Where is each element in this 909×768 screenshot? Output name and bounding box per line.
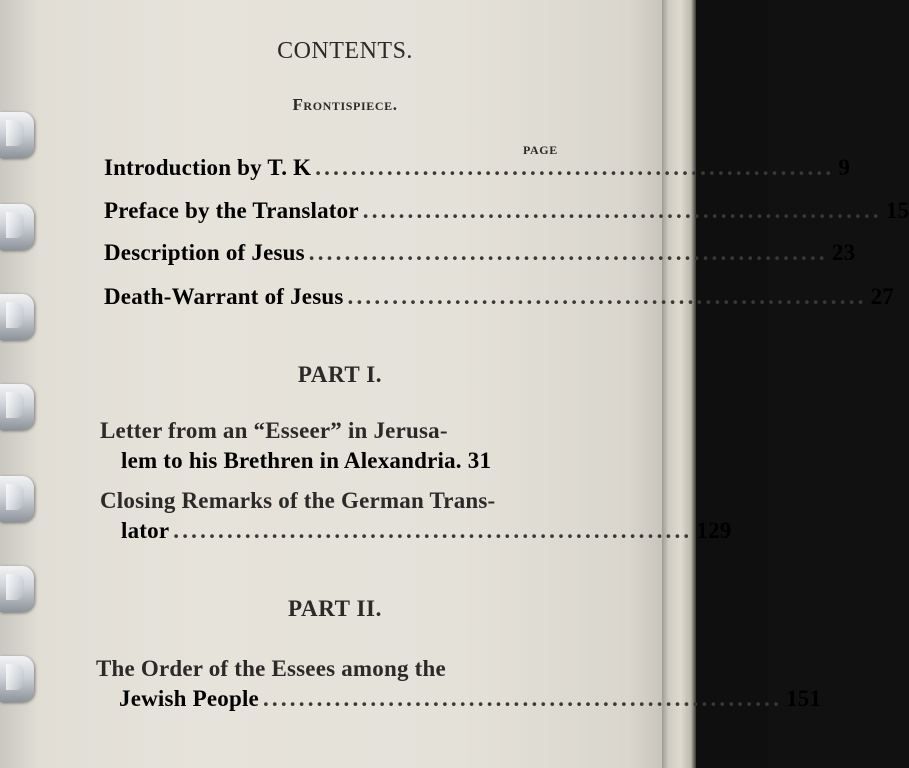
toc-entry [121, 518, 732, 544]
toc-entry [119, 686, 822, 712]
spiral-coil-icon [0, 476, 34, 522]
toc-entry [104, 284, 895, 310]
frontispiece-label: Frontispiece. [292, 95, 398, 114]
toc-entry-title: Introduction by T. K [104, 155, 312, 180]
page-column-label: PAGE [523, 143, 558, 157]
toc-entry-page: 15 [885, 198, 909, 223]
part-2-heading: PART II. [288, 596, 382, 621]
toc-entry-page: 23 [831, 240, 856, 265]
spiral-coil-icon [0, 294, 34, 340]
spiral-coil-icon [0, 566, 34, 612]
dot-leader: .......................................................... [315, 155, 835, 180]
toc-entry [121, 448, 572, 474]
toc-entry-title: Death-Warrant of Jesus [104, 284, 344, 309]
toc-entry-line: The Order of the Essees among the [96, 656, 446, 681]
dot-leader: .......................................................... [173, 518, 693, 543]
dot-leader: .......................................................... [308, 240, 828, 265]
toc-entry-page: 151 [786, 686, 822, 711]
contents-heading: CONTENTS. [277, 38, 413, 64]
spiral-coil-icon [0, 204, 34, 250]
toc-entry [104, 155, 851, 181]
spiral-coil-icon [0, 384, 34, 430]
spiral-coil-icon [0, 656, 34, 702]
part-1-heading: PART I. [297, 362, 383, 387]
toc-entry-title: lator [121, 518, 170, 543]
page-stack-edge [662, 0, 696, 768]
spiral-coil-icon [0, 112, 34, 158]
toc-entry-title: Description of Jesus [104, 240, 305, 265]
toc-entry-page: 27 [870, 284, 895, 309]
toc-entry-page: 129 [696, 518, 732, 543]
toc-entry-title: lem to his Brethren in Alexandria. [121, 448, 462, 473]
toc-entry [104, 240, 856, 266]
toc-entry-line: Closing Remarks of the German Trans- [100, 488, 496, 513]
dot-leader: .......................................................... [362, 198, 882, 223]
toc-entry-line: Letter from an “Esseer” in Jerusa- [100, 418, 448, 443]
background-dark [696, 0, 768, 768]
dot-leader: .......................................................... [262, 686, 783, 711]
dot-leader: .......................................................... [347, 284, 867, 309]
toc-entry [104, 198, 909, 224]
toc-entry-page: 9 [838, 155, 851, 180]
toc-entry-title: Preface by the Translator [104, 198, 359, 223]
toc-entry-page: 31 [467, 448, 492, 473]
toc-entry-title: Jewish People [119, 686, 259, 711]
